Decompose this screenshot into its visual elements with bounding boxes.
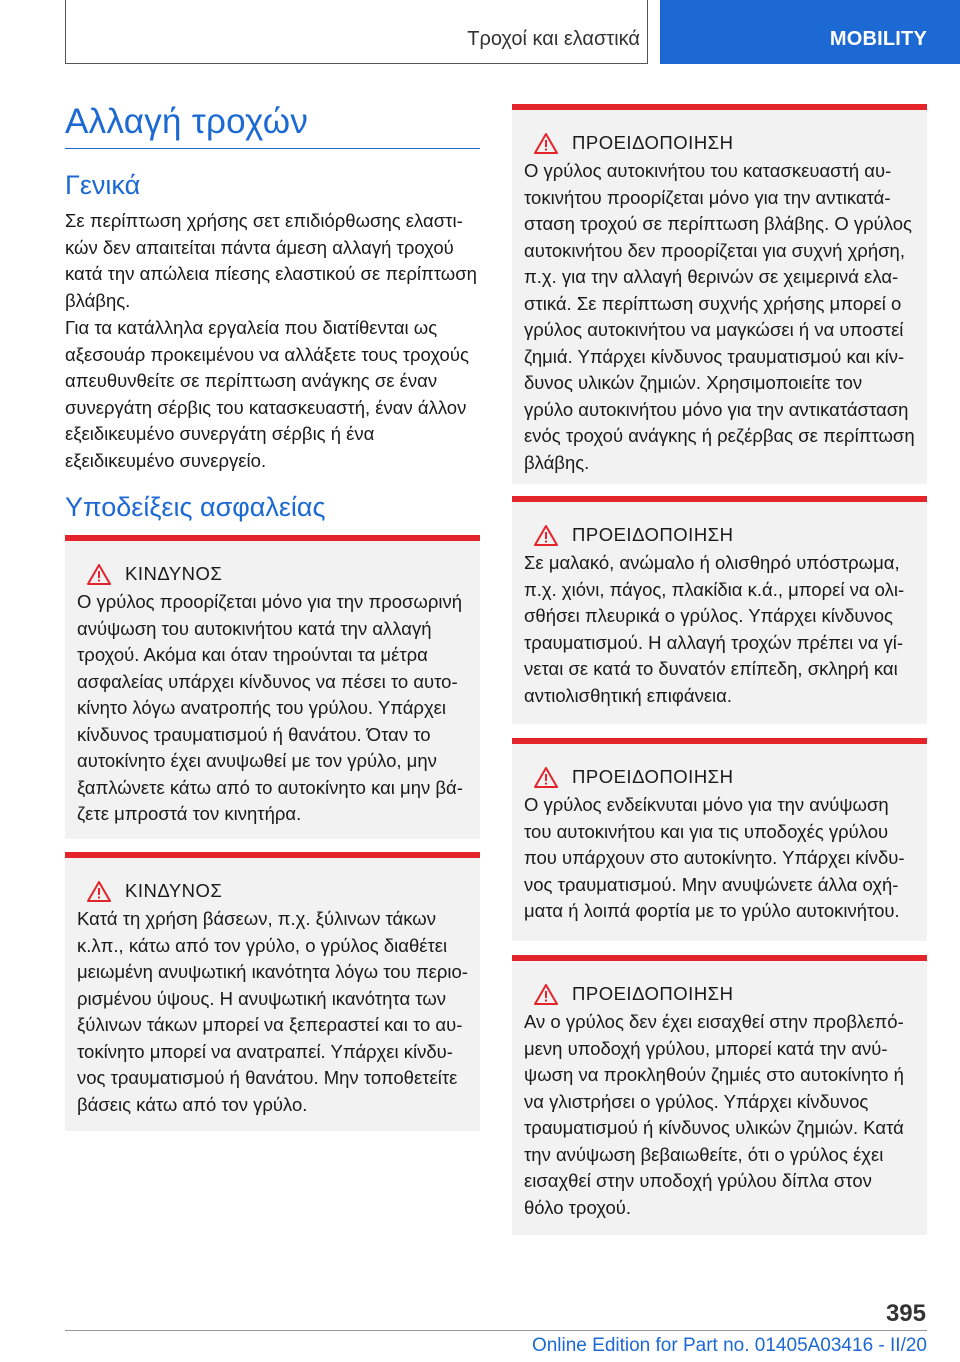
- warning-triangle-icon: [87, 881, 111, 902]
- warning-label: ΠΡΟΕΙΔΟΠΟΙΗΣΗ: [572, 132, 734, 153]
- danger-text: Κατά τη χρήση βάσεων, π.χ. ξύλινων τάκων κ.λπ., κάτω από τον γρύλο, ο γρύλος διαθέτει μειωμένη ανυψωτική ικανότητα λόγω του περιορισμένου ύψους. Η ανυψωτική ικανότητα των ξύλινων τάκων μπορεί να ξεπεραστεί και το αυτοκίνητο μπορεί να ανατραπεί. Υπάρχει κίνδυνος τραυματισμού ή θανάτου. Μην τοποθετείτε βάσεις κάτω από τον γρύλο.: [77, 908, 468, 1115]
- heading-safety: Υποδείξεις ασφαλείας: [65, 492, 326, 522]
- warning-label: ΠΡΟΕΙΔΟΠΟΙΗΣΗ: [572, 524, 734, 545]
- warning-triangle-icon: [534, 525, 558, 546]
- warning-triangle-icon: [87, 564, 111, 585]
- footer-edition-link[interactable]: Online Edition for Part no. 01405A03416 - II/20: [531, 1335, 927, 1356]
- warning-box-1: [512, 104, 927, 484]
- paragraph-general-2: Για τα κατάλληλα εργαλεία που διατίθενται ως αξεσουάρ προκειμένου να αλλάξετε τους τροχούς απευθυνθείτε σε περίπτωση ανάγκης σε έναν συνεργάτη σέρβις του κατασκευαστή, έναν άλλον εξειδικευμένο συνεργάτη σέρβις ή ένα εξειδικευμένο συνεργείο.: [65, 317, 469, 471]
- warning-triangle-icon: [534, 133, 558, 154]
- warning-text: Ο γρύλος αυτοκινήτου του κατασκευαστή αυτοκινήτου προορίζεται μόνο για την αντικατάσταση τροχού σε περίπτωση βλάβης. Ο γρύλος αυτοκινήτου δεν προορίζεται για συχνή χρήση, π.χ. για την αλλαγή θερινών σε χειμερινά ελαστικά. Σε περίπτωση συχνής χρήσης μπορεί ο γρύλος αυτοκινήτου να μαγκώσει ή να υποστεί ζημιά. Υπάρχει κίνδυνος τραυματισμού και κίνδυνος υλικών ζημιών. Χρησιμοποιείτε τον γρύλο αυτοκινήτου μόνο για την αντικατάσταση ενός τροχού ανάγκης ή ρεζέρβας σε περίπτωση βλάβης.: [524, 160, 915, 473]
- footer-divider: [65, 1330, 927, 1331]
- danger-label: ΚΙΝΔΥΝΟΣ: [125, 563, 223, 584]
- warning-text: Ο γρύλος ενδείκνυται μόνο για την ανύψωση του αυτοκινήτου και για τις υποδοχές γρύλου που υπάρχουν στο αυτοκίνητο. Υπάρχει κίνδυνος τραυματισμού. Μην ανυψώνετε άλλα οχήματα ή λοιπά φορτία με το γρύλο αυτοκινήτου.: [524, 794, 905, 921]
- danger-label: ΚΙΝΔΥΝΟΣ: [125, 880, 223, 901]
- section-title: Τροχοί και ελαστικά: [467, 28, 640, 50]
- danger-text: Ο γρύλος προορίζεται μόνο για την προσωρινή ανύψωση του αυτοκινήτου κατά την αλλαγή τροχού. Ακόμα και όταν τηρούνται τα μέτρα ασφαλείας υπάρχει κίνδυνος να πέσει το αυτοκίνητο λόγω ανατροπής του γρύλου. Υπάρχει κίνδυνος τραυματισμού ή θανάτου. Όταν το αυτοκίνητο έχει ανυψωθεί με τον γρύλο, μην ξαπλώνετε κάτω από το αυτοκίνητο και μην βάζετε μπροστά τον κινητήρα.: [77, 591, 463, 824]
- warning-box-3: [512, 738, 927, 941]
- page-title: Αλλαγή τροχών: [65, 102, 309, 141]
- danger-box-2: [65, 852, 480, 1131]
- warning-triangle-icon: [534, 767, 558, 788]
- warning-box-4: [512, 955, 927, 1235]
- page-number: 395: [885, 1300, 926, 1327]
- warning-label: ΠΡΟΕΙΔΟΠΟΙΗΣΗ: [572, 766, 734, 787]
- tab-mobility[interactable]: MOBILITY: [660, 0, 960, 64]
- warning-label: ΠΡΟΕΙΔΟΠΟΙΗΣΗ: [572, 983, 734, 1004]
- warning-text: Αν ο γρύλος δεν έχει εισαχθεί στην προβλεπόμενη υποδοχή γρύλου, μπορεί κατά την ανύψωση να προκληθούν ζημιές στο αυτοκίνητο ή να γλιστρήσει ο γρύλος. Υπάρχει κίνδυνος τραυματισμού ή κίνδυνος υλικών ζημιών. Κατά την ανύψωση βεβαιωθείτε, ότι ο γρύλος έχει εισαχθεί στην υποδοχή γρύλου δίπλα στον θόλο τροχού.: [524, 1011, 904, 1218]
- title-divider: [65, 148, 480, 149]
- paragraph-general-1: Σε περίπτωση χρήσης σετ επιδιόρθωσης ελαστικών δεν απαιτείται πάντα άμεση αλλαγή τροχού κατά την απώλεια πίεσης ελαστικού σε περίπτωση βλάβης.: [65, 210, 477, 311]
- warning-triangle-icon: [534, 984, 558, 1005]
- heading-general: Γενικά: [65, 170, 141, 200]
- danger-box-1: [65, 535, 480, 839]
- warning-box-2: [512, 496, 927, 724]
- warning-text: Σε μαλακό, ανώμαλο ή ολισθηρό υπόστρωμα, π.χ. χιόνι, πάγος, πλακίδια κ.ά., μπορεί να ολισθήσει πλευρικά ο γρύλος. Υπάρχει κίνδυνος τραυματισμού. Η αλλαγή τροχών πρέπει να γίνεται σε κατά το δυνατόν επίπεδη, σκληρή και αντιολισθητική επιφάνεια.: [524, 552, 905, 706]
